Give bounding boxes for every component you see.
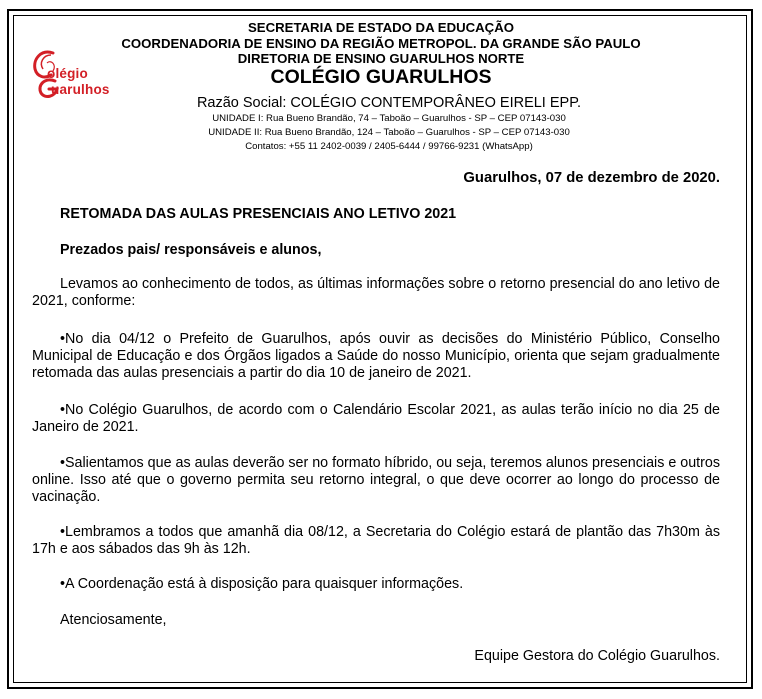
contacts: Contatos: +55 11 2402-0039 / 2405-6444 / 99766-9231 (WhatsApp)	[245, 141, 533, 152]
letter-title: RETOMADA DAS AULAS PRESENCIAIS ANO LETIVO 2021	[60, 206, 457, 222]
header-diretoria: DIRETORIA DE ENSINO GUARULHOS NORTE	[237, 51, 525, 66]
logo-word-colegio: olégio	[47, 66, 88, 81]
logo-word-guarulhos: uarulhos	[51, 82, 110, 97]
razao-social: Razão Social: COLÉGIO CONTEMPORÂNEO EIRELI EPP.	[196, 95, 582, 111]
closing: Atenciosamente,	[60, 612, 167, 628]
school-logo	[31, 49, 141, 101]
school-name: COLÉGIO GUARULHOS	[270, 66, 492, 88]
unit-2-address: UNIDADE II: Rua Bueno Brandão, 124 – Taboão – Guarulhos - SP – CEP 07143-030	[208, 127, 570, 138]
letter-greeting: Prezados pais/ responsáveis e alunos,	[60, 242, 322, 258]
signature: Equipe Gestora do Colégio Guarulhos.	[474, 648, 720, 664]
paragraph-intro: Levamos ao conhecimento de todos, as últimas informações sobre o retorno presencial do ano letivo de 2021, conforme:	[32, 276, 720, 309]
unit-1-address: UNIDADE I: Rua Bueno Brandão, 74 – Taboão – Guarulhos - SP – CEP 07143-030	[212, 113, 566, 124]
header-secretaria: SECRETARIA DE ESTADO DA EDUCAÇÃO	[248, 20, 514, 35]
paragraph-plantao: •Lembramos a todos que amanhã dia 08/12, a Secretaria do Colégio estará de plantão das 7h30m às 17h e aos sábados das 9h às 12h.	[32, 524, 720, 557]
paragraph-coordenacao: •A Coordenação está à disposição para quaisquer informações.	[60, 576, 464, 592]
paragraph-calendario: •No Colégio Guarulhos, de acordo com o Calendário Escolar 2021, as aulas terão início no dia 25 de Janeiro de 2021.	[32, 402, 720, 435]
paragraph-prefeito: •No dia 04/12 o Prefeito de Guarulhos, após ouvir as decisões do Ministério Público, Conselho Municipal de Educação e dos Órgãos ligados a Saúde do nosso Município, orienta que sejam gradualmente retomada das aulas presenciais a partir do dia 10 de janeiro de 2021.	[32, 331, 720, 381]
header-coordenadoria: COORDENADORIA DE ENSINO DA REGIÃO METROPOL. DA GRANDE SÃO PAULO	[121, 36, 641, 51]
paragraph-hibrido: •Salientamos que as aulas deverão ser no formato híbrido, ou seja, teremos alunos presenciais e outros online. Isso até que o governo permita seu retorno integral, o que deve ocorrer ao longo do processo de vacinação.	[32, 455, 720, 505]
letter-date: Guarulhos, 07 de dezembro de 2020.	[463, 170, 720, 186]
